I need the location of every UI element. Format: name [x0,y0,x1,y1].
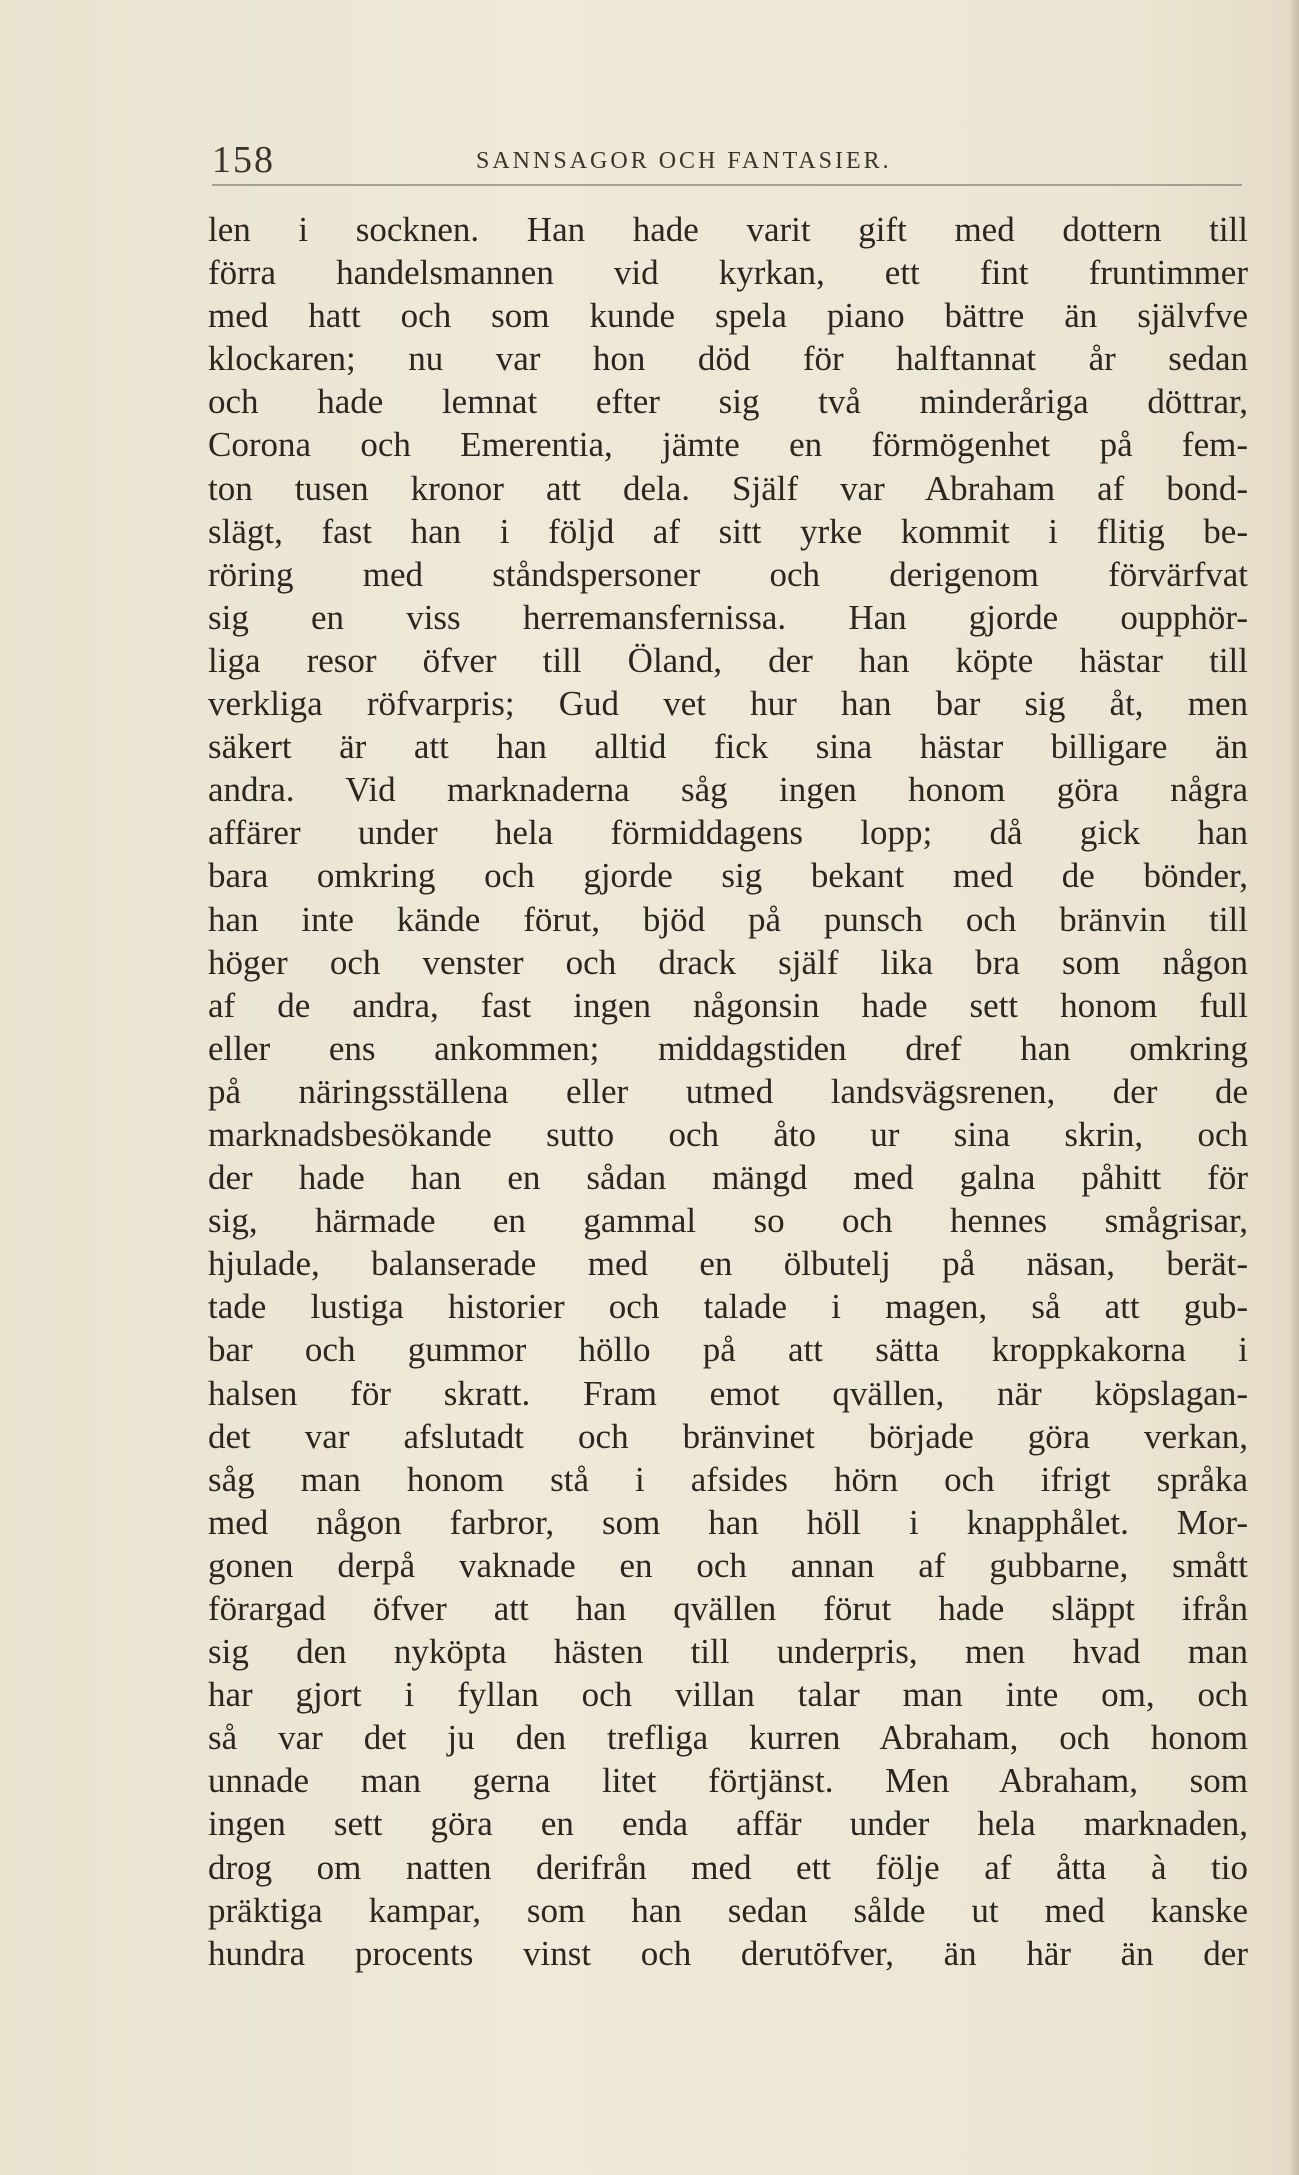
text-line: sig en viss herremansfernissa. Han gjorde oupphör- [208,597,1248,637]
text-line: der hade han en sådan mängd med galna påhitt för [208,1158,1248,1198]
text-line: på näringsställena eller utmed landsvägsrenen, der de [208,1071,1248,1111]
page-number: 158 [212,139,275,181]
body-text [208,208,1248,1975]
text-line: liga resor öfver till Öland, der han köpte hästar till [208,640,1248,680]
text-line: hjulade, balanserade med en ölbutelj på näsan, berät- [208,1244,1248,1284]
text-line: säkert är att han alltid fick sina hästar billigare än [208,727,1248,767]
text-line: unnade man gerna litet förtjänst. Men Abraham, som [208,1761,1248,1801]
text-line: röring med ståndspersoner och derigenom förvärfvat [208,554,1248,594]
text-line: präktiga kampar, som han sedan sålde ut med kanske [208,1890,1248,1930]
text-line: med någon farbror, som han höll i knapphålet. Mor- [208,1502,1248,1542]
text-line: drog om natten derifrån med ett följe af åtta à tio [208,1847,1248,1887]
text-line: med hatt och som kunde spela piano bättre än självfve [208,296,1248,336]
text-line: så var det ju den trefliga kurren Abraham, och honom [208,1718,1248,1758]
text-line: såg man honom stå i afsides hörn och ifrigt språka [208,1459,1248,1499]
text-line: klockaren; nu var hon död för halftannat år sedan [208,339,1248,379]
text-line: förargad öfver att han qvällen förut hade släppt ifrån [208,1589,1248,1628]
text-line: hundra procents vinst och derutöfver, än här än der [208,1933,1248,1973]
text-line: förra handelsmannen vid kyrkan, ett fint fruntimmer [208,253,1248,293]
text-line: bara omkring och gjorde sig bekant med de bönder, [208,856,1248,896]
page-header [212,138,1242,188]
text-line: sig den nyköpta hästen till underpris, men hvad man [208,1632,1248,1672]
text-line: ingen sett göra en enda affär under hela marknaden, [208,1804,1248,1844]
text-line: slägt, fast han i följd af sitt yrke kommit i flitig be- [208,511,1248,551]
text-line: har gjort i fyllan och villan talar man inte om, och [208,1675,1248,1715]
text-line: Corona och Emerentia, jämte en förmögenhet på fem- [208,425,1248,465]
text-line: marknadsbesökande sutto och åto ur sina skrin, och [208,1114,1248,1154]
text-line: len i socknen. Han hade varit gift med dottern till [208,210,1248,249]
text-line: höger och venster och drack själf lika bra som någon [208,942,1248,982]
text-line: tade lustiga historier och talade i magen, så att gub- [208,1287,1248,1327]
text-line: det var afslutadt och bränvinet började göra verkan, [208,1416,1248,1456]
text-line: och hade lemnat efter sig två minderåriga döttrar, [208,382,1248,422]
text-line: ton tusen kronor att dela. Själf var Abraham af bond- [208,468,1248,508]
header-rule [212,184,1242,186]
text-line: verkliga röfvarpris; Gud vet hur han bar sig åt, men [208,684,1248,724]
text-line: halsen för skratt. Fram emot qvällen, när köpslagan- [208,1373,1248,1413]
text-line: gonen derpå vaknade en och annan af gubbarne, smått [208,1545,1248,1585]
text-line: han inte kände förut, bjöd på punsch och bränvin till [208,899,1248,939]
text-line: andra. Vid marknaderna såg ingen honom göra några [208,770,1248,810]
text-line: affärer under hela förmiddagens lopp; då gick han [208,813,1248,853]
text-line: af de andra, fast ingen någonsin hade sett honom full [208,985,1248,1025]
text-line: sig, härmade en gammal so och hennes smågrisar, [208,1201,1248,1241]
text-line: bar och gummor höllo på att sätta kroppkakorna i [208,1330,1248,1370]
text-line: eller ens ankommen; middagstiden dref han omkring [208,1028,1248,1068]
running-head: SANNSAGOR OCH FANTASIER. [476,148,892,174]
page-edge-shadow [1289,0,1299,2175]
